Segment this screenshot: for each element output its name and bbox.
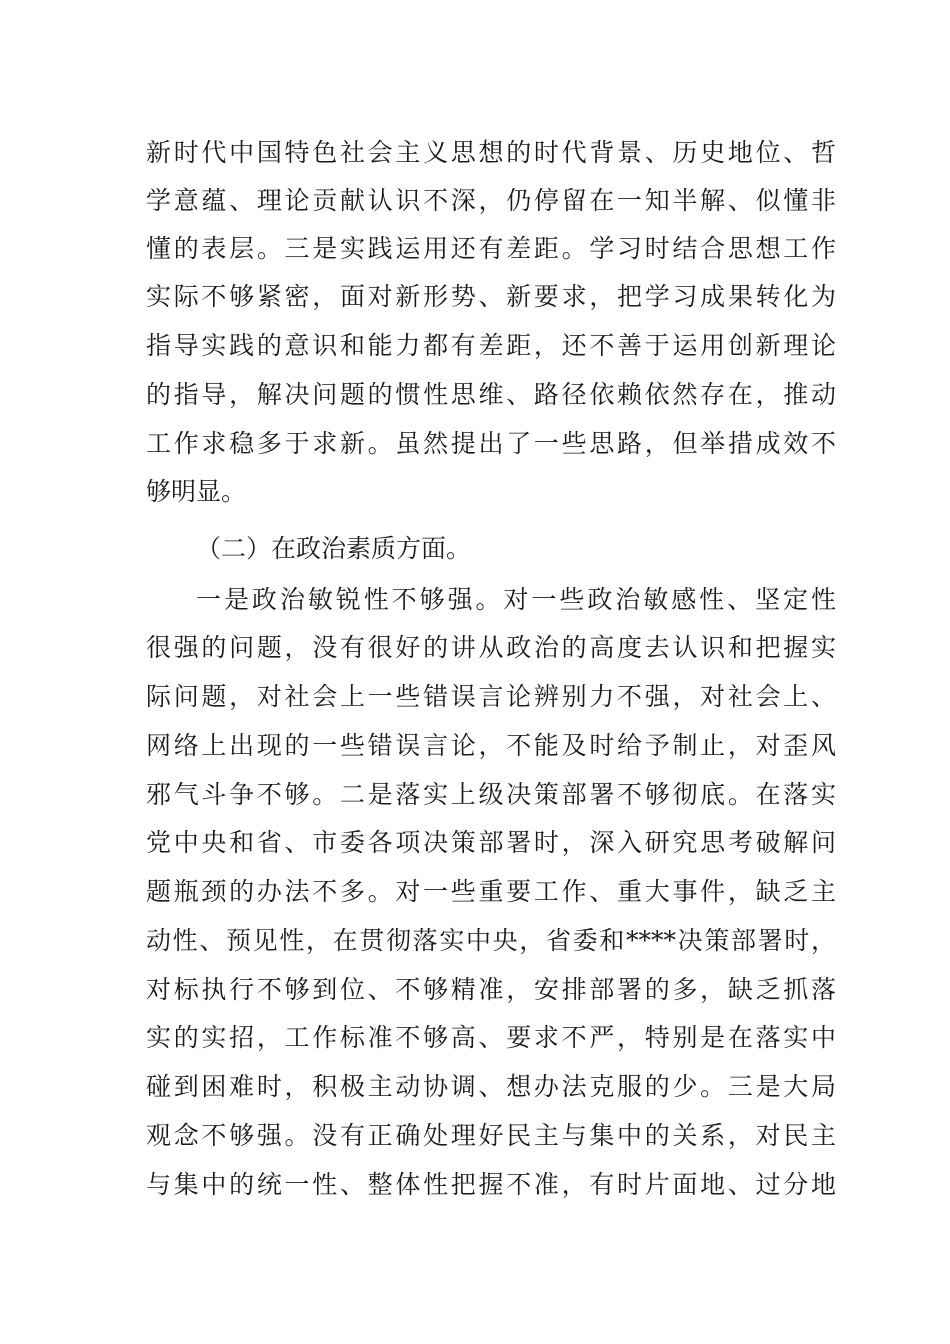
text-line: 实际不够紧密，面对新形势、新要求，把学习成果转化为 [146, 282, 836, 311]
text-line: 一是政治敏锐性不够强。对一些政治敏感性、坚定性 [196, 585, 836, 614]
text-line: 实的实招，工作标准不够高、要求不严，特别是在落实中 [146, 1023, 836, 1052]
text-line: 很强的问题，没有很好的讲从政治的高度去认识和把握实 [146, 633, 836, 662]
text-line: 题瓶颈的办法不多。对一些重要工作、重大事件，缺乏主 [146, 877, 836, 906]
section-heading: （二）在政治素质方面。 [196, 534, 472, 563]
text-line: 碰到困难时，积极主动协调、想办法克服的少。三是大局 [146, 1072, 836, 1101]
text-line: 与集中的统一性、整体性把握不准，有时片面地、过分地 [146, 1170, 836, 1199]
text-line: 工作求稳多于求新。虽然提出了一些思路，但举措成效不 [146, 429, 836, 458]
text-line: 学意蕴、理论贡献认识不深，仍停留在一知半解、似懂非 [146, 186, 836, 215]
text-line: 网络上出现的一些错误言论，不能及时给予制止，对歪风 [146, 731, 836, 760]
text-line: 够明显。 [146, 477, 247, 506]
text-line: 际问题，对社会上一些错误言论辨别力不强，对社会上、 [146, 682, 836, 711]
text-line: 的指导，解决问题的惯性思维、路径依赖依然存在，推动 [146, 380, 836, 409]
text-line: 懂的表层。三是实践运用还有差距。学习时结合思想工作 [146, 234, 836, 263]
text-line: 指导实践的意识和能力都有差距，还不善于运用创新理论 [146, 331, 836, 360]
text-line: 观念不够强。没有正确处理好民主与集中的关系，对民主 [146, 1121, 836, 1150]
text-line: 党中央和省、市委各项决策部署时，深入研究思考破解问 [146, 828, 836, 857]
text-line: 新时代中国特色社会主义思想的时代背景、历史地位、哲 [146, 138, 836, 167]
text-line: 对标执行不够到位、不够精准，安排部署的多，缺乏抓落 [146, 975, 836, 1004]
text-line: 动性、预见性，在贯彻落实中央，省委和****决策部署时， [146, 926, 836, 955]
text-line: 邪气斗争不够。二是落实上级决策部署不够彻底。在落实 [146, 780, 836, 809]
